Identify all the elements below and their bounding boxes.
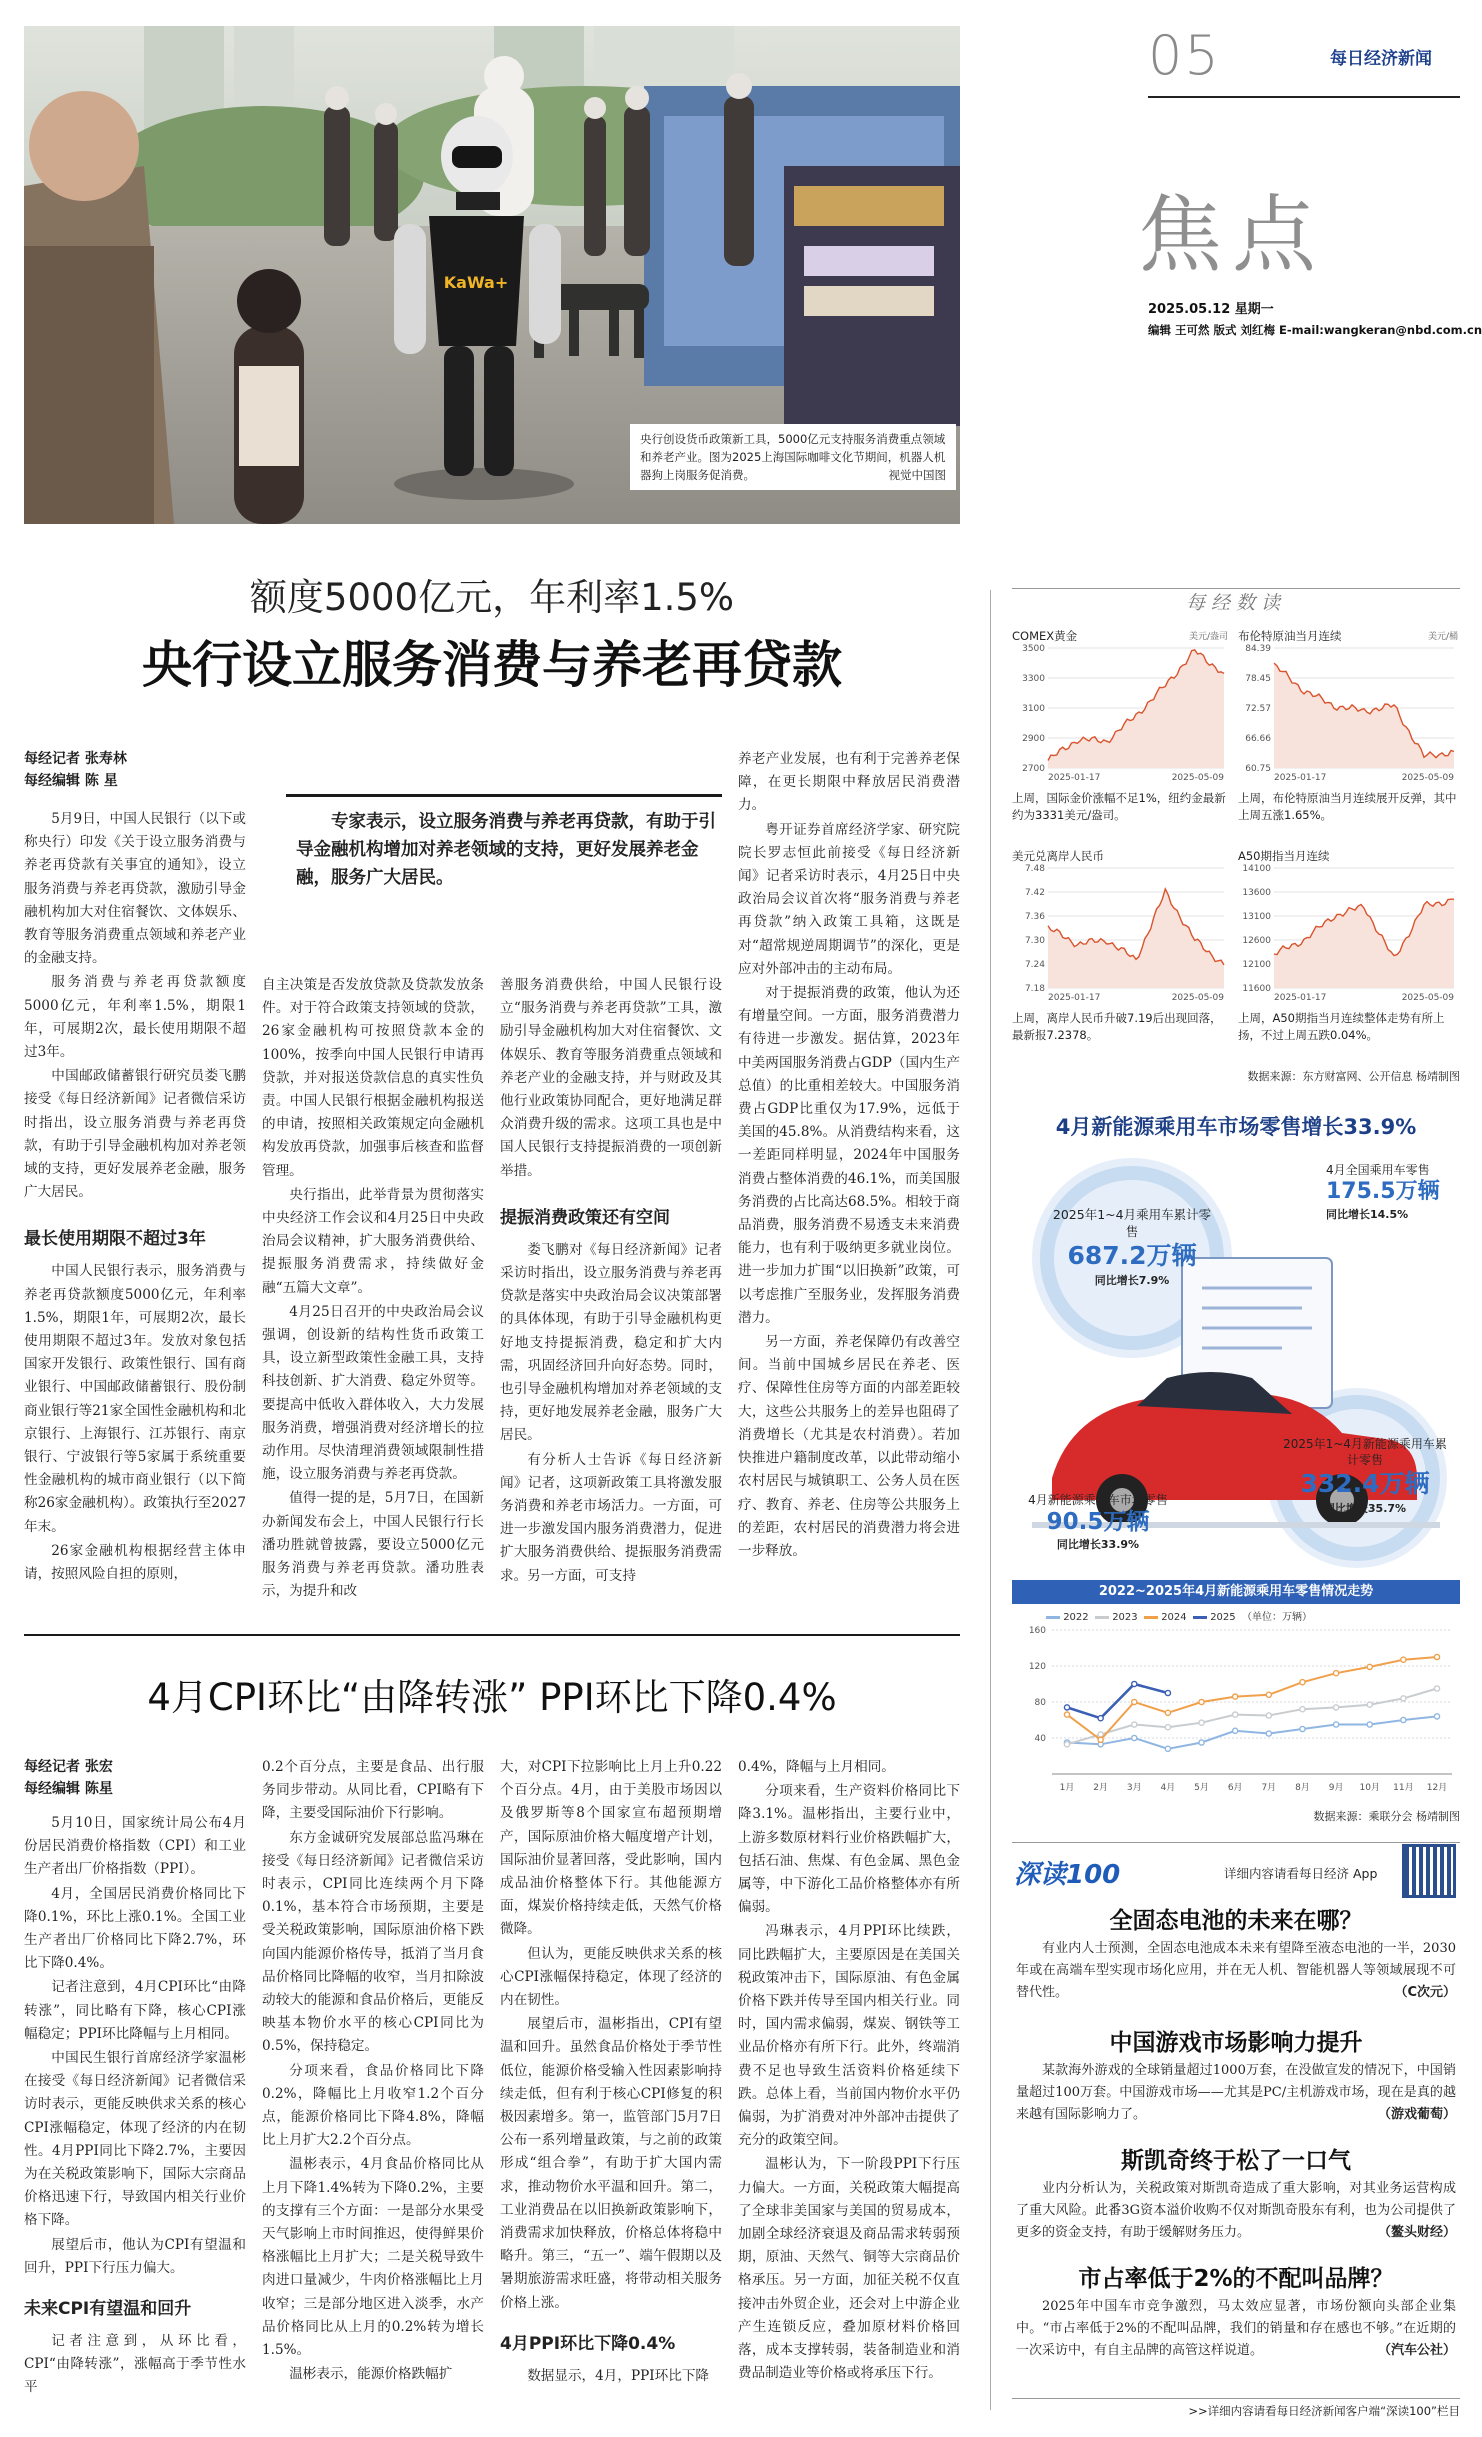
x-tick-label: 3月 bbox=[1126, 1783, 1142, 1793]
lead-kicker: 额度5000亿元，年利率1.5% bbox=[249, 576, 735, 619]
legend-2023-label: 2023 bbox=[1112, 1612, 1138, 1623]
shendu-item-source: （C次元） bbox=[1394, 1985, 1456, 2000]
x-tick-label: 4月 bbox=[1160, 1783, 1176, 1793]
data-point bbox=[1199, 1720, 1204, 1725]
x-tick-label: 1月 bbox=[1059, 1783, 1075, 1793]
lead-para: 26家金融机构根据经营主体申请，按照风险自担的原则， bbox=[24, 1542, 246, 1583]
y-tick-label: 3100 bbox=[1022, 704, 1045, 714]
data-point bbox=[1165, 1725, 1170, 1730]
x-tick-label: 2025-01-17 bbox=[1048, 993, 1101, 1003]
chart-cnh-title: 美元兑离岸人民币 bbox=[1012, 849, 1104, 863]
shendu-item-title[interactable]: 斯凯奇终于松了一口气 bbox=[1121, 2148, 1351, 2174]
cpi-para: 0.4%，降幅与上月相同。 bbox=[738, 1759, 895, 1775]
issue-date: 2025.05.12 星期一 bbox=[1148, 302, 1274, 317]
cpi-byline-reporter: 每经记者 张宏 bbox=[24, 1759, 113, 1775]
data-point bbox=[1266, 1713, 1271, 1718]
y-tick-label: 13600 bbox=[1242, 888, 1271, 898]
x-tick-label: 10月 bbox=[1359, 1783, 1380, 1793]
data-point bbox=[1434, 1686, 1439, 1691]
nev-infographic bbox=[1012, 1148, 1460, 1578]
nev-box-2-value: 175.5万辆 bbox=[1326, 1179, 1440, 1204]
chart-a50-svg bbox=[1238, 848, 1460, 1008]
shendu-item-2[interactable] bbox=[1016, 2026, 1456, 2126]
y-tick-label: 66.66 bbox=[1245, 734, 1271, 744]
lead-col-3 bbox=[500, 974, 722, 1620]
lead-para: 养老产业发展，也有利于完善养老保障，在更长期限中释放居民消费潜力。 bbox=[738, 751, 960, 814]
nev-box-2 bbox=[1326, 1162, 1456, 1222]
y-tick-label: 7.30 bbox=[1024, 936, 1045, 946]
header-rule bbox=[1148, 96, 1460, 98]
cpi-para: 温彬认为，下一阶段PPI下行压力偏大。一方面，关税政策大幅提高了全球非美国家与美国的贸易成本，加剧全球经济衰退及商品需求转弱预期，原油、天然气、铜等大宗商品价格承压。另一方面，加征关税不仅直接冲击外贸企业，还会对上中游企业产生连锁反应，叠加原材料价格回落，成本支撑转弱，装备制造业和消费品制造业等价格或将承压下行。 bbox=[738, 2156, 960, 2382]
chart-gold-title: COMEX黄金 bbox=[1012, 629, 1078, 643]
shendu-item-body: 2025年中国车市竞争激烈，马太效应显著，市场份额向头部企业集中。“市占率低于2%的不配叫品牌，我们的销量和存在感也不够。”在近期的一次采访中，有自主品牌的高管这样说道。 （汽车公社） bbox=[1016, 2296, 1456, 2362]
nev-source: 数据来源：乘联分会 杨靖制图 bbox=[1313, 1810, 1460, 1823]
cpi-col-4 bbox=[738, 1756, 960, 2422]
data-panel-source: 数据来源：东方财富网、公开信息 杨靖制图 bbox=[1247, 1070, 1460, 1083]
data-point bbox=[1401, 1657, 1406, 1662]
x-tick-label: 2025-01-17 bbox=[1274, 993, 1327, 1003]
section-title: 焦点 bbox=[1138, 186, 1327, 284]
shendu-item-title[interactable]: 全固态电池的未来在哪？ bbox=[1109, 1908, 1363, 1934]
cpi-para: 0.2个百分点，主要是食品、出行服务同步带动。从同比看，CPI略有下降，主要受国际油价下行影响。 bbox=[262, 1759, 484, 1822]
data-point bbox=[1064, 1742, 1069, 1747]
chart-brent-unit: 美元/桶 bbox=[1427, 632, 1458, 642]
lead-para: 中国邮政储蓄银行研究员娄飞鹏接受《每日经济新闻》记者微信采访时指出，设立服务消费与养老再贷款，有助于引导金融机构加对养老领域的支持，更好发展养老金融，服务广大居民。 bbox=[24, 1068, 246, 1201]
data-point bbox=[1367, 1664, 1372, 1669]
nev-box-2-label: 4月全国乘用车零售 bbox=[1326, 1163, 1430, 1177]
shendu-rule bbox=[1012, 1842, 1460, 1843]
right-column-rule bbox=[990, 590, 991, 2410]
x-tick-label: 8月 bbox=[1295, 1783, 1310, 1793]
x-tick-label: 2月 bbox=[1093, 1783, 1109, 1793]
lead-para: 5月9日，中国人民银行（以下或称央行）印发《关于设立服务消费与养老再贷款有关事宜的通知》，设立服务消费与养老再贷款，激励引导金融机构加大对住宿餐饮、文体娱乐、教育等服务消费重点领域和养老产业的金融支持。 bbox=[24, 811, 246, 967]
nev-box-1-label: 2025年1~4月乘用车累计零售 bbox=[1052, 1207, 1212, 1239]
data-point bbox=[1233, 1712, 1238, 1717]
lead-para: 粤开证券首席经济学家、研究院院长罗志恒此前接受《每日经济新闻》记者采访时表示，4月25日中央政治局会议首次将“服务消费与养老再贷款”纳入政策工具箱，这既是对“超常规逆周期调节”的深化，更是应对外部冲击的主动布局。 bbox=[738, 821, 960, 977]
x-tick-label: 2025-01-17 bbox=[1274, 773, 1327, 783]
data-point bbox=[1266, 1731, 1271, 1736]
robot-logo: KaWa+ bbox=[443, 273, 509, 292]
lead-para: 值得一提的是，5月7日，在国新办新闻发布会上，中国人民银行行长潘功胜就曾披露，要设立5000亿元服务消费与养老再贷款。潘功胜表示，为提升和改 bbox=[262, 1490, 484, 1600]
data-point bbox=[1165, 1746, 1170, 1751]
nev-box-4 bbox=[1018, 1492, 1178, 1552]
data-point bbox=[1132, 1735, 1137, 1740]
data-point bbox=[1064, 1712, 1069, 1717]
chart-brent-caption: 上周，布伦特原油当月连续展开反弹，其中上周五涨1.65%。 bbox=[1238, 791, 1457, 822]
cpi-subhead-2: 4月PPI环比下降0.4% bbox=[500, 2333, 676, 2354]
lead-headline: 央行设立服务消费与养老再贷款 bbox=[142, 636, 842, 694]
lead-pullquote: 专家表示，设立服务消费与养老再贷款，有助于引导金融机构增加对养老领域的支持，更好发展养老金融，服务广大居民。 bbox=[296, 812, 716, 888]
lead-para: 服务消费与养老再贷款额度5000亿元，年利率1.5%，期限1年，可展期2次，最长使用期限不超过3年。 bbox=[24, 974, 246, 1061]
shendu-footer[interactable]: >>详细内容请看每日经济新闻客户端“深读100”栏目 bbox=[1012, 2398, 1460, 2419]
data-point bbox=[1333, 1671, 1338, 1676]
nev-box-2-growth: 同比增长14.5% bbox=[1326, 1208, 1409, 1221]
x-tick-label: 2025-05-09 bbox=[1171, 993, 1224, 1003]
y-tick-label: 72.57 bbox=[1245, 704, 1271, 714]
lead-para: 中国人民银行表示，服务消费与养老再贷款额度5000亿元，年利率1.5%，期限1年，可展期2次，最长使用期限不超过3年。发放对象包括国家开发银行、政策性银行、国有商业银行、中国邮政储蓄银行、股份制商业银行等21家全国性金融机构和北京银行、上海银行、江苏银行、南京银行、宁波银行等5家属于系统重要性金融机构的城市商业银行（以下简称26家金融机构）。政策执行至2027年末。 bbox=[24, 1263, 246, 1535]
data-point bbox=[1401, 1696, 1406, 1701]
nev-box-4-growth: 同比增长33.9% bbox=[1056, 1538, 1140, 1551]
page-number: 05 bbox=[1148, 24, 1221, 87]
y-tick-label: 84.39 bbox=[1245, 644, 1271, 654]
shendu-more: 详细内容请看每日经济 App bbox=[1224, 1866, 1378, 1881]
legend-2024-label: 2024 bbox=[1161, 1612, 1187, 1623]
cpi-col-1 bbox=[24, 1812, 246, 2422]
lead-para: 4月25日召开的中央政治局会议强调，创设新的结构性货币政策工具，设立新型政策性金融工具，支持科技创新、扩大消费、稳定外贸等。要提高中低收入群体收入，大力发展服务消费，增强消费对经济增长的拉动作用。尽快清理消费领域限制性措施，设立服务消费与养老再贷款。 bbox=[262, 1303, 484, 1483]
data-point bbox=[1434, 1714, 1439, 1719]
y-tick-label: 7.42 bbox=[1024, 888, 1045, 898]
qr-code-icon[interactable] bbox=[1402, 1844, 1456, 1898]
data-point bbox=[1132, 1699, 1137, 1704]
y-tick-label: 3500 bbox=[1022, 644, 1045, 654]
data-point bbox=[1300, 1707, 1305, 1712]
nev-trend-svg bbox=[1012, 1606, 1460, 1806]
nev-box-4-label: 4月新能源乘用车市场零售 bbox=[1028, 1493, 1168, 1507]
story-divider bbox=[24, 1634, 960, 1636]
y-tick-label: 12600 bbox=[1242, 936, 1271, 946]
nev-box-3-growth: 同比增长35.7% bbox=[1323, 1502, 1407, 1515]
cpi-para: 温彬表示，4月食品价格同比从上月下降1.4%转为下降0.2%，主要的支撑有三个方面：一是部分水果受天气影响上市时间推迟，使得鲜果价格涨幅比上月扩大；二是关税导致牛肉进口量减少，牛肉价格涨幅比上月收窄；三是部分地区进入淡季，水产品价格同比从上月的0.2%转为增长1.5%。 bbox=[262, 2156, 484, 2359]
lead-para: 娄飞鹏对《每日经济新闻》记者采访时指出，设立服务消费与养老再贷款是落实中央政治局会议决策部署的具体体现，有助于引导金融机构更好地支持提振消费，稳定和扩大内需，巩固经济回升向好态势。同时，也引导金融机构增加对养老领域的支持，更好地发展养老金融，服务广大居民。 bbox=[500, 1241, 722, 1444]
shendu-item-1[interactable] bbox=[1016, 1904, 1456, 2004]
nev-box-1 bbox=[1052, 1206, 1212, 1288]
cpi-para: 但认为，更能反映供求关系的核心CPI涨幅保持稳定，体现了经济的内在韧性。 bbox=[500, 1945, 722, 2009]
y-tick-label: 7.48 bbox=[1024, 864, 1045, 874]
chart-brent-svg bbox=[1238, 628, 1460, 788]
data-point bbox=[1098, 1737, 1103, 1742]
y-tick-label: 11600 bbox=[1242, 984, 1271, 994]
cpi-col-2 bbox=[262, 1756, 484, 2422]
y-tick-label: 7.18 bbox=[1024, 984, 1045, 994]
shendu-item-4[interactable] bbox=[1016, 2262, 1456, 2362]
data-point bbox=[1367, 1722, 1372, 1727]
shendu-item-title[interactable]: 市占率低于2%的不配叫品牌？ bbox=[1078, 2266, 1394, 2292]
chart-brent bbox=[1238, 628, 1460, 788]
x-tick-label: 9月 bbox=[1328, 1783, 1344, 1793]
lead-col-4 bbox=[738, 748, 960, 1620]
cpi-para: 5月10日，国家统计局公布4月份居民消费价格指数（CPI）和工业生产者出厂价格指数（PPI）。 bbox=[24, 1815, 246, 1878]
cpi-para: 东方金诚研究发展部总监冯琳在接受《每日经济新闻》记者微信采访时表示，CPI同比连续两个月下降0.1%，基本符合市场预期，主要是受关税政策影响，国际原油价格下跌向国内能源价格传导，抵消了当月食品价格同比降幅的收窄，当月扣除波动较大的能源和食品价格后，更能反映基本物价水平的核心CPI同比为0.5%，保持稳定。 bbox=[262, 1829, 484, 2055]
data-point bbox=[1300, 1680, 1305, 1685]
shendu-logo: 深读100 bbox=[1014, 1860, 1121, 1890]
x-tick-label: 7月 bbox=[1261, 1783, 1277, 1793]
lead-para: 央行指出，此举背景为贯彻落实中央经济工作会议和4月25日中央政治局会议精神，扩大服务消费供给、提振服务消费需求，持续做好金融“五篇大文章”。 bbox=[262, 1186, 484, 1296]
x-tick-label: 5月 bbox=[1194, 1783, 1209, 1793]
y-tick-label: 3300 bbox=[1022, 674, 1045, 684]
child-figure bbox=[234, 269, 304, 524]
lead-byline-editor: 每经编辑 陈 星 bbox=[24, 773, 118, 789]
nev-box-1-value: 687.2万辆 bbox=[1067, 1241, 1197, 1270]
x-tick-label: 6月 bbox=[1227, 1783, 1243, 1793]
y-tick-label: 7.24 bbox=[1024, 960, 1045, 970]
chart-gold-caption: 上周，国际金价涨幅不足1%，纽约金最新约为3331美元/盎司。 bbox=[1012, 791, 1226, 822]
photo-caption-box bbox=[630, 424, 956, 490]
x-tick-label: 2025-05-09 bbox=[1401, 773, 1454, 783]
cpi-para: 分项来看，生产资料价格同比下降3.1%。温彬指出，主要行业中，上游多数原材料行业价格跌幅扩大，包括石油、焦煤、有色金属、黑色金属等，中下游化工品价格整体亦有所偏弱。 bbox=[738, 1783, 960, 1916]
cpi-subhead-1: 未来CPI有望温和回升 bbox=[24, 2299, 192, 2320]
y-tick-label: 13100 bbox=[1242, 912, 1271, 922]
data-point bbox=[1266, 1692, 1271, 1697]
y-tick-label: 14100 bbox=[1242, 864, 1271, 874]
nev-title: 4月新能源乘用车市场零售增长33.9% bbox=[1055, 1115, 1417, 1139]
cpi-para: 温彬表示，能源价格跌幅扩 bbox=[289, 2366, 453, 2383]
chart-brent-title: 布伦特原油当月连续 bbox=[1238, 629, 1342, 643]
lead-para: 自主决策是否发放贷款及贷款发放条件。对于符合政策支持领域的贷款，26家金融机构可按照贷款本金的100%，按季向中国人民银行申请再贷款，并对报送贷款信息的真实性负责。中国人民银行根据金融机构报送的申请，按照相关政策规定向金融机构发放再贷款，加强事后核查和监督管理。 bbox=[262, 977, 484, 1179]
cpi-col-3 bbox=[500, 1756, 722, 2422]
x-tick-label: 2025-01-17 bbox=[1048, 773, 1101, 783]
lead-col-2 bbox=[262, 974, 484, 1620]
cpi-headline: 4月CPI环比“由降转涨” PPI环比下降0.4% bbox=[147, 1676, 837, 1719]
chart-a50-title: A50期指当月连续 bbox=[1238, 849, 1330, 863]
chart-gold bbox=[1012, 628, 1230, 788]
legend-2025-label: 2025 bbox=[1210, 1612, 1236, 1623]
chart-gold-svg bbox=[1012, 628, 1230, 788]
photo-credit: 视觉中国图 bbox=[888, 468, 946, 482]
cpi-para: 4月，全国居民消费价格同比下降0.1%，环比上涨0.1%。全国工业生产者出厂价格同比下降2.7%，环比下降0.4%。 bbox=[24, 1885, 246, 1972]
series-line-2022 bbox=[1067, 1716, 1437, 1748]
nev-box-3 bbox=[1280, 1436, 1450, 1516]
cpi-para: 展望后市，他认为CPI有望温和回升，PPI下行压力偏大。 bbox=[24, 2236, 246, 2276]
shendu-item-body: 某款海外游戏的全球销量超过1000万套，在没做宣发的情况下，中国销量超过100万套。中国游戏市场——尤其是PC/主机游戏市场，现在是真的越来越有国际影响力了。 （游戏葡萄） bbox=[1016, 2060, 1456, 2126]
legend-2022-label: 2022 bbox=[1063, 1612, 1089, 1623]
nev-box-3-label: 2025年1~4月新能源乘用车累计零售 bbox=[1283, 1437, 1447, 1467]
x-tick-label: 2025-05-09 bbox=[1171, 773, 1224, 783]
cpi-para: 展望后市，温彬指出，CPI有望温和回升。虽然食品价格处于季节性低位，能源价格受输入性因素影响持续走低，但有利于核心CPI修复的积极因素增多。第一，监管部门5月7日公布一系列增量政策，与之前的政策形成“组合拳”，有助于扩大国内需求，推动物价水平温和回升。第二，工业消费品在以旧换新政策影响下，消费需求加快释放，价格总体将稳中略升。第三，“五一”、端午假期以及暑期旅游需求旺盛，将带动相关服务价格上涨。 bbox=[500, 2016, 722, 2311]
lead-subhead-2: 提振消费政策还有空间 bbox=[500, 1207, 670, 1228]
x-tick-label: 12月 bbox=[1426, 1783, 1448, 1793]
data-point bbox=[1064, 1705, 1069, 1710]
chart-cnh-svg bbox=[1012, 848, 1230, 1008]
paper-name: 每日经济新闻 bbox=[1330, 49, 1432, 69]
lead-para: 对于提振消费的政策，他认为还有增量空间。一方面，服务消费潜力有待进一步激发。据估算，2023年中美两国服务消费占GDP（国内生产总值）的比重相差较大。中国服务消费占GDP比重仅为17.9%，远低于美国的45.8%。从消费结构来看，这一差距同样明显，2024年中国服务消费占整体消费的46.1%，而美国服务消费的占比高达68.5%。相较于商品消费，服务消费不易透支未来消费能力，也有利于吸纳更多就业岗位。进一步加力扩围“以旧换新”政策，可以考虑推广至服务业，发挥服务消费潜力。 bbox=[738, 985, 960, 1326]
shendu-item-body: 业内分析认为，关税政策对斯凯奇造成了重大影响，对其业务运营构成了重大风险。此番3G资本溢价收购不仅对斯凯奇股东有利，也为公司提供了更多的资金支持，有助于缓解财务压力。 （鳌头财经） bbox=[1016, 2178, 1456, 2244]
data-point bbox=[1165, 1690, 1170, 1695]
lead-col-1 bbox=[24, 808, 246, 1620]
lead-para: 善服务消费供给，中国人民银行设立“服务消费与养老再贷款”工具，激励引导金融机构加大对住宿餐饮、文体娱乐、教育等服务消费重点领域和养老产业的金融支持，并与财政及其他行业政策协同配合，更好地满足群众消费升级的需求。这项工具也是中国人民银行支持提振消费的一项创新举措。 bbox=[500, 977, 722, 1179]
series-line-2025 bbox=[1067, 1684, 1168, 1718]
shendu-item-source: （鳌头财经） bbox=[1377, 2225, 1456, 2240]
nev-trend-chart bbox=[1012, 1606, 1460, 1806]
y-tick-label: 2900 bbox=[1022, 734, 1045, 744]
y-tick-label: 120 bbox=[1028, 1662, 1046, 1672]
shendu-item-3[interactable] bbox=[1016, 2144, 1456, 2244]
chart-a50-caption: 上周，A50期指当月连续整体走势有所上扬，不过上周五跌0.04%。 bbox=[1238, 1011, 1445, 1042]
series-area bbox=[1048, 650, 1224, 768]
y-tick-label: 60.75 bbox=[1245, 764, 1271, 774]
y-tick-label: 160 bbox=[1028, 1626, 1046, 1636]
nev-trend-title: 2022~2025年4月新能源乘用车零售情况走势 bbox=[1012, 1580, 1460, 1604]
cpi-para: 记者注意到，4月CPI环比“由降转涨”，同比略有下降，核心CPI涨幅稳定；PPI环比降幅与上月相同。 bbox=[24, 1979, 246, 2042]
y-tick-label: 12100 bbox=[1242, 960, 1271, 970]
nev-box-3-value: 332.4万辆 bbox=[1300, 1469, 1430, 1498]
cpi-byline-editor: 每经编辑 陈星 bbox=[24, 1781, 113, 1797]
shendu-item-source: （汽车公社） bbox=[1377, 2343, 1456, 2358]
data-point bbox=[1098, 1716, 1103, 1721]
series-area bbox=[1274, 663, 1454, 768]
lead-byline-reporter: 每经记者 张寿林 bbox=[24, 751, 127, 767]
y-tick-label: 80 bbox=[1034, 1698, 1046, 1708]
news-photo bbox=[24, 26, 960, 524]
chart-cnh-caption: 上周，离岸人民币升破7.19后出现回落，最新报7.2378。 bbox=[1012, 1011, 1222, 1042]
data-panel-title: 每经数读 bbox=[1185, 592, 1286, 614]
data-point bbox=[1300, 1726, 1305, 1731]
y-tick-label: 2700 bbox=[1022, 764, 1045, 774]
photo-caption: 央行创设货币政策新工具，5000亿元支持服务消费重点领域和养老产业。图为2025上海国际咖啡文化节期间，机器人机器狗上岗服务促消费。 bbox=[640, 432, 946, 482]
x-tick-label: 2025-05-09 bbox=[1401, 993, 1454, 1003]
lead-subhead-1: 最长使用期限不超过3年 bbox=[24, 1229, 206, 1250]
lead-para: 另一方面，养老保障仍有改善空间。当前中国城乡居民在养老、医疗、保障性住房等方面的内部差距较大，这些公共服务上的差异也阻碍了消费增长（尤其是农村消费）。若加快推进户籍制度改革，以此带动缩小农村居民与城镇职工、公务人员在医疗、教育、养老、住房等公共服务上的差距，农村居民的消费潜力将会进一步释放。 bbox=[738, 1334, 960, 1559]
data-point bbox=[1199, 1740, 1204, 1745]
data-point bbox=[1165, 1710, 1170, 1715]
shendu-item-body: 有业内人士预测，全固态电池成本未来有望降至液态电池的一半，2030年或在高端车型实现市场化应用，并在无人机、智能机器人等领域展现不可替代性。 （C次元） bbox=[1016, 1938, 1456, 2004]
chart-gold-unit: 美元/盎司 bbox=[1188, 632, 1228, 642]
data-point bbox=[1367, 1702, 1372, 1707]
cpi-para: 中国民生银行首席经济学家温彬在接受《每日经济新闻》记者微信采访时表示，更能反映供求关系的核心CPI涨幅稳定，体现了经济的内在韧性。4月PPI同比下降2.7%，主要因为在关税政策影响下，国际大宗商品价格迅速下行，导致国内相关行业价格下降。 bbox=[24, 2050, 246, 2229]
y-tick-label: 78.45 bbox=[1245, 674, 1271, 684]
cpi-para: 大，对CPI下拉影响比上月上升0.22个百分点。4月，由于美股市场因以及俄罗斯等8个国家宣布超预期增产，国际原油价格大幅度增产计划，国际油价显著回落，受此影响，国内成品油价格整体下行。其他能源方面，煤炭价格持续走低，天然气价格微降。 bbox=[500, 1759, 722, 1938]
cpi-para: 记者注意到，从环比看，CPI“由降转涨”，涨幅高于季节性水平 bbox=[24, 2333, 246, 2396]
nev-box-4-value: 90.5万辆 bbox=[1046, 1509, 1150, 1535]
data-point bbox=[1233, 1694, 1238, 1699]
y-tick-label: 7.36 bbox=[1024, 912, 1045, 922]
shendu-item-title[interactable]: 中国游戏市场影响力提升 bbox=[1109, 2030, 1363, 2056]
data-point bbox=[1434, 1654, 1439, 1659]
nev-unit: （单位：万辆） bbox=[1242, 1612, 1312, 1623]
data-point bbox=[1132, 1681, 1137, 1686]
cpi-para: 冯琳表示，4月PPI环比续跌，同比跌幅扩大，主要原因是在美国关税政策冲击下，国际原油、有色金属价格下跌并传导至国内相关行业。同时，国内需求偏弱，煤炭、钢铁等工业品价格亦有所下行。此外，终端消费不足也导致生活资料价格延续下跌。总体上看，当前国内物价水平仍偏弱，为扩消费对冲外部冲击提供了充分的政策空间。 bbox=[738, 1923, 960, 2149]
cpi-para: 分项来看，食品价格同比下降0.2%，降幅比上月收窄1.2个百分点，能源价格同比下降4.8%，降幅比上月扩大2.2个百分点。 bbox=[262, 2062, 484, 2149]
shendu-item-source: （游戏葡萄） bbox=[1377, 2107, 1456, 2122]
data-point bbox=[1333, 1722, 1338, 1727]
data-point bbox=[1132, 1722, 1137, 1727]
data-point bbox=[1401, 1717, 1406, 1722]
pullquote-rule bbox=[286, 794, 722, 797]
data-point bbox=[1333, 1705, 1338, 1710]
editors-line: 编辑 王可然 版式 刘红梅 E-mail:wangkeran@nbd.com.cn bbox=[1148, 323, 1482, 337]
chart-a50 bbox=[1238, 848, 1460, 1008]
data-point bbox=[1199, 1699, 1204, 1704]
nev-box-1-growth: 同比增长7.9% bbox=[1094, 1274, 1170, 1287]
chart-cnh bbox=[1012, 848, 1230, 1008]
x-tick-label: 11月 bbox=[1393, 1783, 1414, 1793]
y-tick-label: 40 bbox=[1034, 1734, 1046, 1744]
data-point bbox=[1233, 1728, 1238, 1733]
cpi-para: 数据显示，4月，PPI环比下降 bbox=[527, 2367, 710, 2384]
lead-para: 有分析人士告诉《每日经济新闻》记者，这项新政策工具将激发服务消费和养老市场活力。一方面，可进一步激发国内服务消费潜力，促进扩大服务消费供给、提振服务消费需求。另一方面，可支持 bbox=[500, 1451, 722, 1584]
